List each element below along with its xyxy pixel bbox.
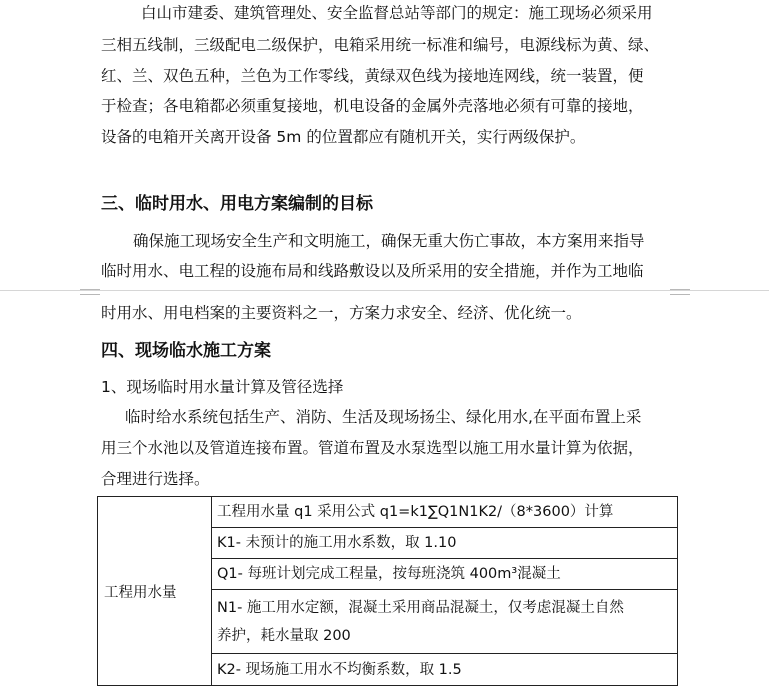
- table-cell: N1- 施工用水定额，混凝土采用商品混凝土，仅考虑混凝土自然 养护，耗水量取 200: [212, 590, 678, 654]
- paragraph-line: 确保施工现场安全生产和文明施工，确保无重大伤亡事故，本方案用来指导: [133, 232, 645, 250]
- paragraph-line: 临时用水、电工程的设施布局和线路敷设以及所采用的安全措施，并作为工地临: [101, 262, 644, 280]
- paragraph-line: 用三个水池以及管道连接布置。管道布置及水泵选型以施工用水量计算为依据，: [101, 439, 644, 457]
- paragraph-line: 三相五线制，三级配电二级保护，电箱采用统一标准和编号，电源线标为黄、绿、: [101, 36, 660, 54]
- subsection-heading: 1、现场临时用水量计算及管径选择: [101, 378, 344, 396]
- table-cell: K2- 现场施工用水不均衡系数，取 1.5: [212, 654, 678, 686]
- page-corner-mark: [670, 289, 690, 295]
- table-cell: Q1- 每班计划完成工程量，按每班浇筑 400m³混凝土: [212, 559, 678, 590]
- paragraph-line: 红、兰、双色五种，兰色为工作零线，黄绿双色线为接地连网线，统一装置，便: [101, 67, 644, 85]
- paragraph-line: 于检查；各电箱都必须重复接地，机电设备的金属外壳落地必须有可靠的接地，: [101, 97, 644, 115]
- paragraph-line: 临时给水系统包括生产、消防、生活及现场扬尘、绿化用水,在平面布置上采: [125, 408, 642, 426]
- table-cell: K1- 未预计的施工用水系数，取 1.10: [212, 528, 678, 559]
- page-corner-mark: [80, 289, 100, 295]
- paragraph-line: 合理进行选择。: [101, 470, 210, 488]
- table-row-label: 工程用水量: [98, 497, 212, 686]
- paragraph-line: 时用水、用电档案的主要资料之一，方案力求安全、经济、优化统一。: [101, 304, 582, 322]
- section-heading: 三、临时用水、用电方案编制的目标: [101, 194, 373, 214]
- paragraph-line: 设备的电箱开关离开设备 5m 的位置都应有随机开关，实行两级保护。: [101, 128, 586, 146]
- table-row: [98, 497, 678, 528]
- page-break-divider: [0, 290, 769, 291]
- water-usage-table: [97, 496, 678, 686]
- paragraph-line: 白山市建委、建筑管理处、安全监督总站等部门的规定：施工现场必须采用: [141, 4, 653, 22]
- table-cell: 工程用水量 q1 采用公式 q1=k1∑Q1N1K2/（8*3600）计算: [212, 497, 678, 528]
- section-heading: 四、现场临水施工方案: [101, 341, 271, 361]
